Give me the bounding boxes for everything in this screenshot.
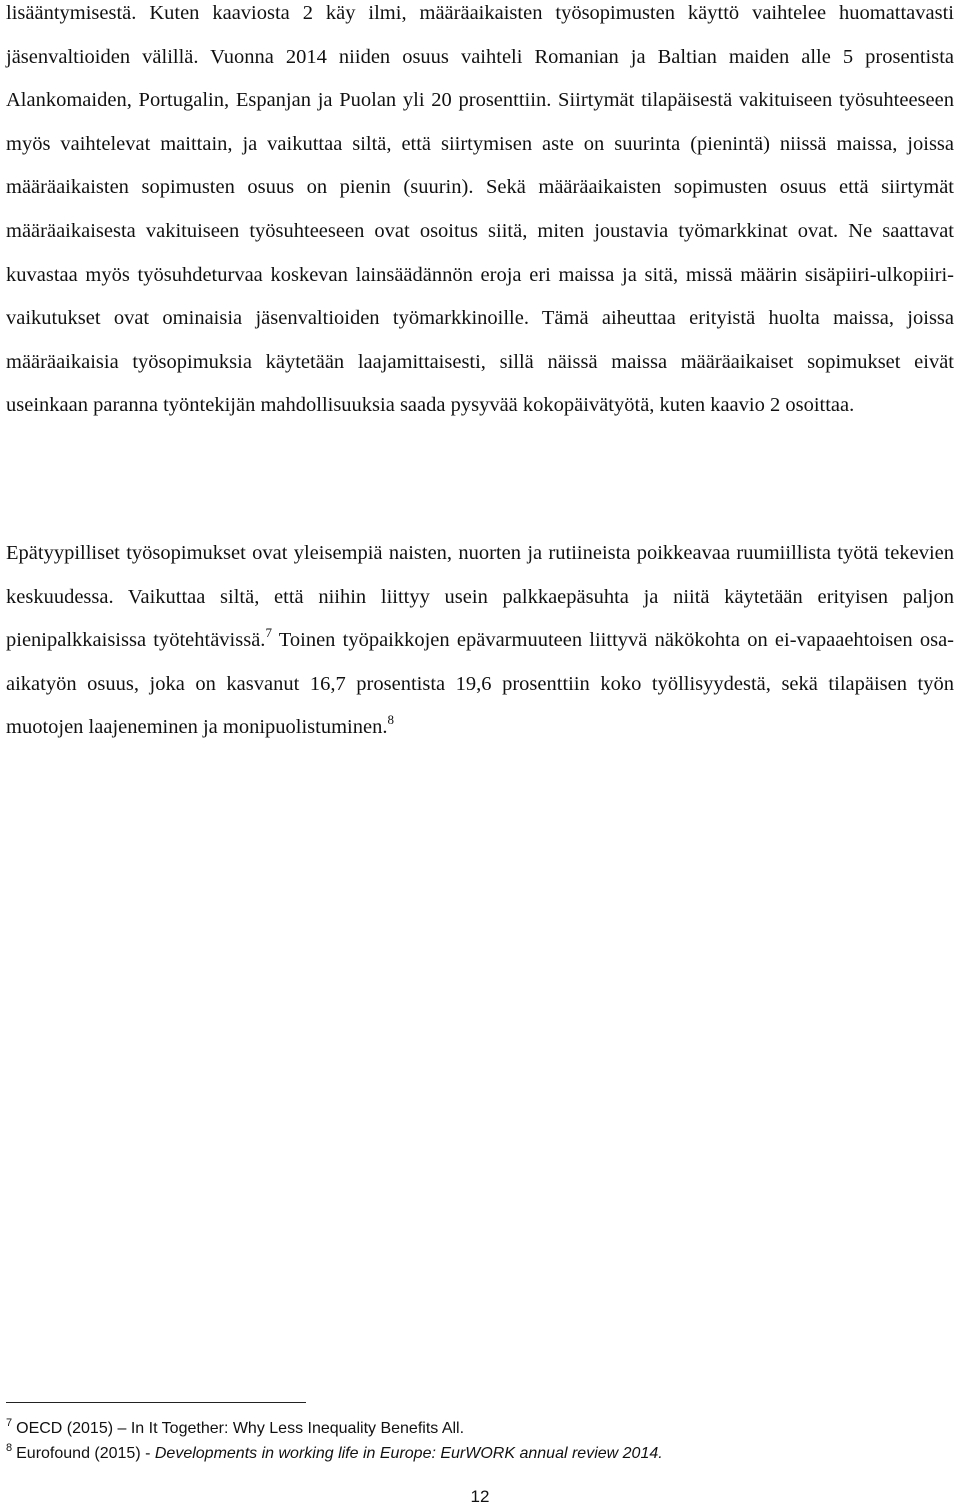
footnote-mark: 8 [6, 1442, 13, 1454]
footnote [6, 1418, 954, 1440]
footnote-text: OECD (2015) – In It Together: Why Less Inequality Benefits All. [16, 1420, 465, 1437]
footnote [6, 1443, 954, 1465]
body-paragraph [6, 532, 954, 750]
paragraph-text: Toinen työpaikkojen epävarmuuteen liittyvä näkökohta on ei-vapaaehtoisen osa-aikatyön osuus, joka on kasvanut 16,7 prosentista 19,6 prosenttiin koko työllisyydestä, sekä tilapäisen työn muotojen laajeneminen ja monipuolistuminen. [6, 629, 955, 739]
body-paragraph: lisääntymisestä. Kuten kaaviosta 2 käy ilmi, määräaikaisten työsopimusten käyttö vaihtelee huomattavasti jäsenvaltioiden välillä. Vuonna 2014 niiden osuus vaihteli Romanian ja Baltian maiden alle 5 prosentista Alankomaiden, Portugalin, Espanjan ja Puolan yli 20 prosenttiin. Siirtymät tilapäisestä vakituiseen työsuhteeseen myös vaihtelevat maittain, ja vaikuttaa siltä, että siirtymisen aste on suurinta (pienintä) niissä maissa, joissa määräaikaisten sopimusten osuus on pienin (suurin). Sekä määräaikaisten sopimusten osuus että siirtymät määräaikaisesta vakituiseen työsuhteeseen ovat osoitus siitä, miten joustavia työmarkkinat ovat. Ne saattavat kuvastaa myös työsuhdeturvaa koskevan lainsäädännön eroja eri maissa ja sitä, missä määrin sisäpiiri-ulkopiiri-vaikutukset ovat ominaisia jäsenvaltioiden työmarkkinoille. Tämä aiheuttaa erityistä huolta maissa, joissa määräaikaisia työsopimuksia käytetään laajamittaisesti, sillä näissä maissa määräaikaiset sopimukset eivät useinkaan paranna työntekijän mahdollisuuksia saada pysyvää kokopäivätyötä, kuten kaavio 2 osoittaa. [6, 2, 954, 417]
footnote-reference[interactable]: 7 [265, 625, 272, 641]
footnote-separator [6, 1402, 306, 1403]
footnote-text: Eurofound (2015) - [16, 1445, 155, 1462]
footnote-reference[interactable]: 8 [387, 712, 394, 728]
footnote-mark: 7 [6, 1417, 13, 1429]
footnote-title: Developments in working life in Europe: EurWORK annual review 2014. [154, 1445, 663, 1462]
page-number: 12 [470, 1487, 490, 1506]
paragraph-text: Epätyypilliset työsopimukset ovat yleisempiä naisten, nuorten ja rutiineista poikkeavaa ruumiillista työtä tekevien keskuudessa. Vaikuttaa siltä, että niihin liittyy usein palkkaepäsuhta ja niitä käytetään erityisen paljon pienipalkkaisissa työtehtävissä. [6, 542, 954, 652]
